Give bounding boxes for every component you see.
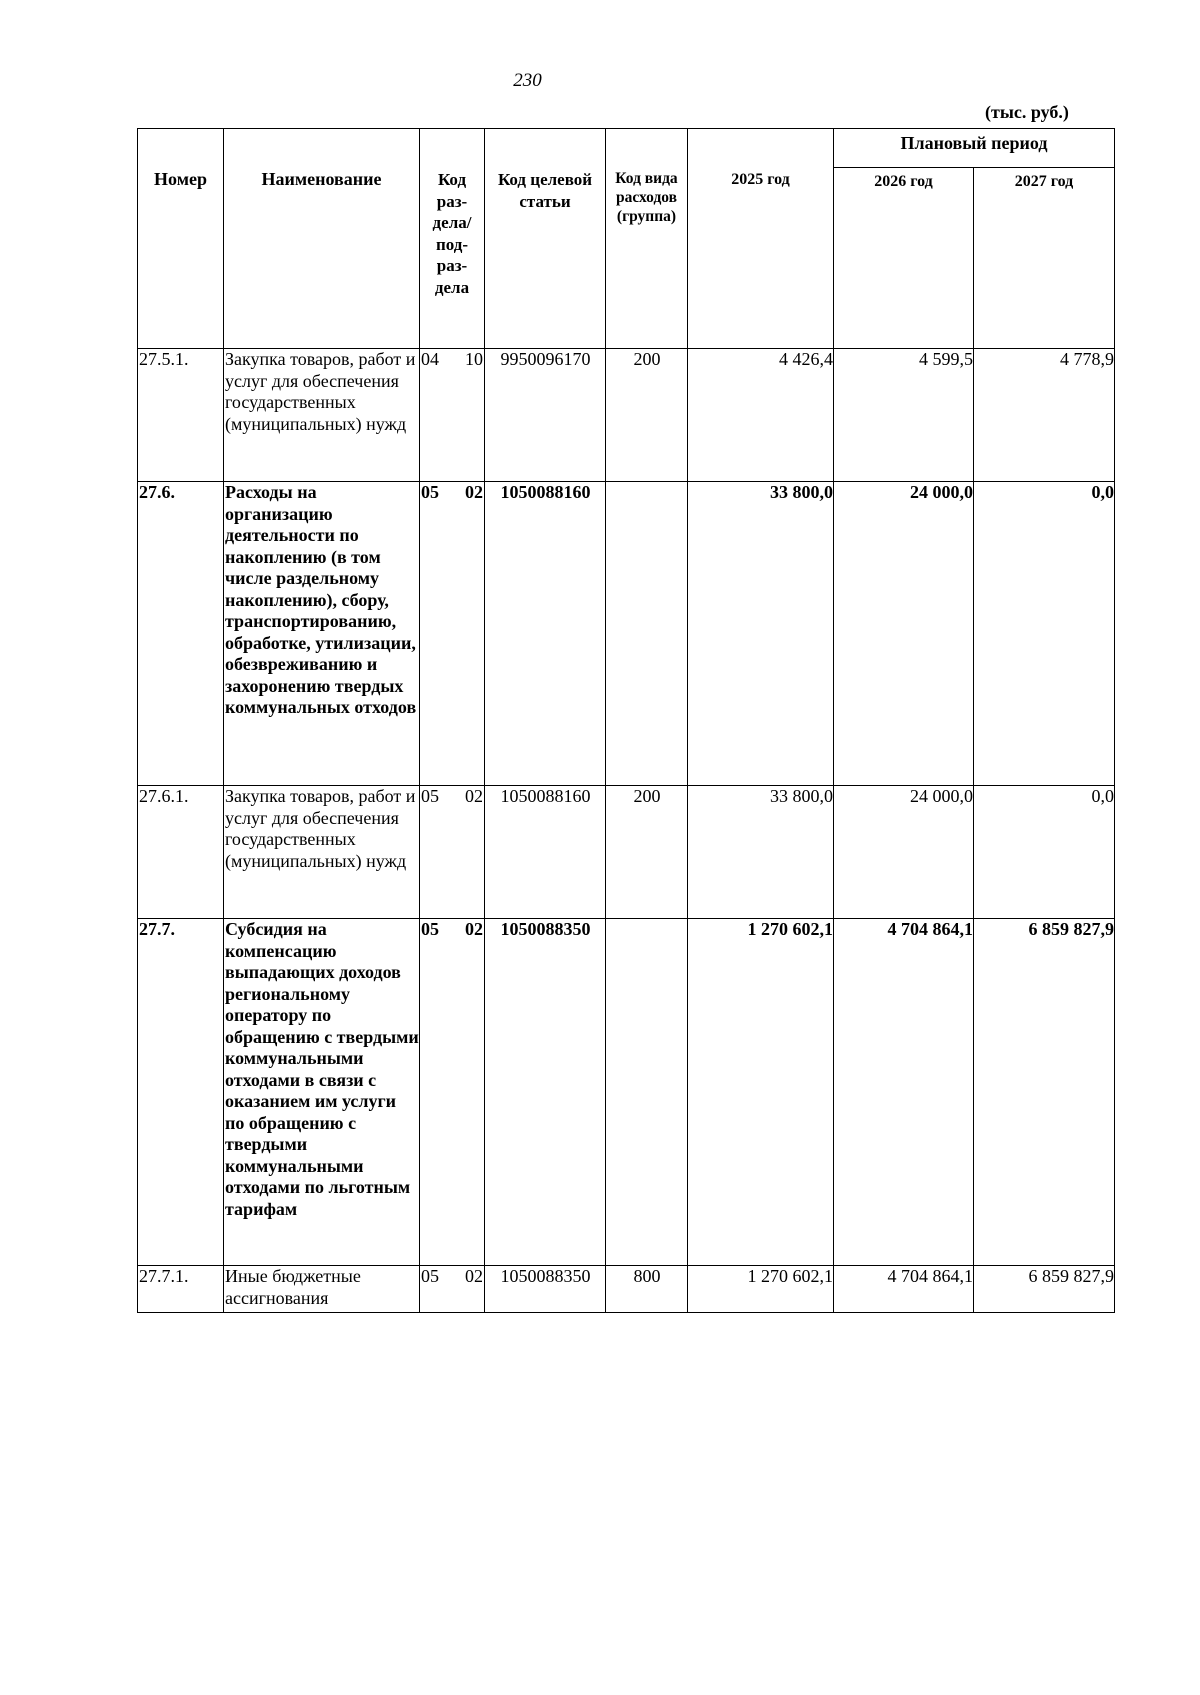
row-section-code [420,349,485,482]
subsection: 02 [465,1266,483,1286]
row-amount-2026: 24 000,0 [834,786,974,919]
subsection: 02 [465,482,483,502]
row-name: Закупка товаров, работ и услуг для обеспечения государственных (муниципальных) нужд [224,349,420,482]
row-target-code: 1050088160 [485,482,606,786]
row-amount-2027: 0,0 [974,482,1115,786]
table-row [138,482,1115,786]
row-amount-2026: 24 000,0 [834,482,974,786]
header-2025: 2025 год [688,129,834,349]
table-row [138,1266,1115,1313]
row-name: Расходы на организацию деятельности по накоплению (в том числе раздельному накоплению), сбору, транспортированию, обработке, утилизации, обезвреживанию и захоронению твердых коммунальных отходов [224,482,420,786]
row-target-code: 1050088160 [485,786,606,919]
row-section-code [420,786,485,919]
row-amount-2027: 6 859 827,9 [974,919,1115,1266]
row-amount-2027: 4 778,9 [974,349,1115,482]
row-amount-2027: 6 859 827,9 [974,1266,1115,1313]
row-target-code: 9950096170 [485,349,606,482]
row-amount-2025: 33 800,0 [688,786,834,919]
row-amount-2025: 1 270 602,1 [688,1266,834,1313]
header-target: Код целевой статьи [485,129,606,349]
row-expense-type [606,919,688,1266]
row-target-code: 1050088350 [485,919,606,1266]
row-name: Субсидия на компенсацию выпадающих доходов региональному оператору по обращению с твердыми коммунальными отходами в связи с оказанием им услуги по обращению с твердыми коммунальными отходами по льготным тарифам [224,919,420,1266]
row-section-code [420,1266,485,1313]
row-name: Закупка товаров, работ и услуг для обеспечения государственных (муниципальных) нужд [224,786,420,919]
section: 04 [421,349,439,369]
header-expense-type: Код вида расходов (группа) [606,129,688,349]
row-expense-type: 200 [606,349,688,482]
row-expense-type [606,482,688,786]
row-amount-2025: 33 800,0 [688,482,834,786]
section: 05 [421,482,439,502]
header-name: Наименование [224,129,420,349]
row-expense-type: 200 [606,786,688,919]
row-number: 27.7.1. [138,1266,224,1313]
row-target-code: 1050088350 [485,1266,606,1313]
budget-table [137,128,1115,1313]
table-row [138,349,1115,482]
row-amount-2025: 1 270 602,1 [688,919,834,1266]
row-amount-2025: 4 426,4 [688,349,834,482]
row-number: 27.5.1. [138,349,224,482]
header-2026: 2026 год [834,168,974,349]
header-planned-period: Плановый период [834,129,1115,168]
units-label: (тыс. руб.) [985,102,1069,122]
row-amount-2026: 4 704 864,1 [834,1266,974,1313]
row-amount-2026: 4 704 864,1 [834,919,974,1266]
row-number: 27.7. [138,919,224,1266]
header-2027: 2027 год [974,168,1115,349]
table-row [138,919,1115,1266]
table-row [138,786,1115,919]
row-expense-type: 800 [606,1266,688,1313]
subsection: 02 [465,786,483,806]
row-section-code [420,919,485,1266]
header-section: Код раз-дела/ под-раз-дела [420,129,485,349]
row-amount-2026: 4 599,5 [834,349,974,482]
subsection: 10 [465,349,483,369]
section: 05 [421,786,439,806]
header-number: Номер [138,129,224,349]
subsection: 02 [465,919,483,939]
section: 05 [421,1266,439,1286]
page-number: 230 [513,70,542,91]
section: 05 [421,919,439,939]
row-number: 27.6. [138,482,224,786]
row-amount-2027: 0,0 [974,786,1115,919]
row-section-code [420,482,485,786]
row-name: Иные бюджетные ассигнования [224,1266,420,1313]
row-number: 27.6.1. [138,786,224,919]
